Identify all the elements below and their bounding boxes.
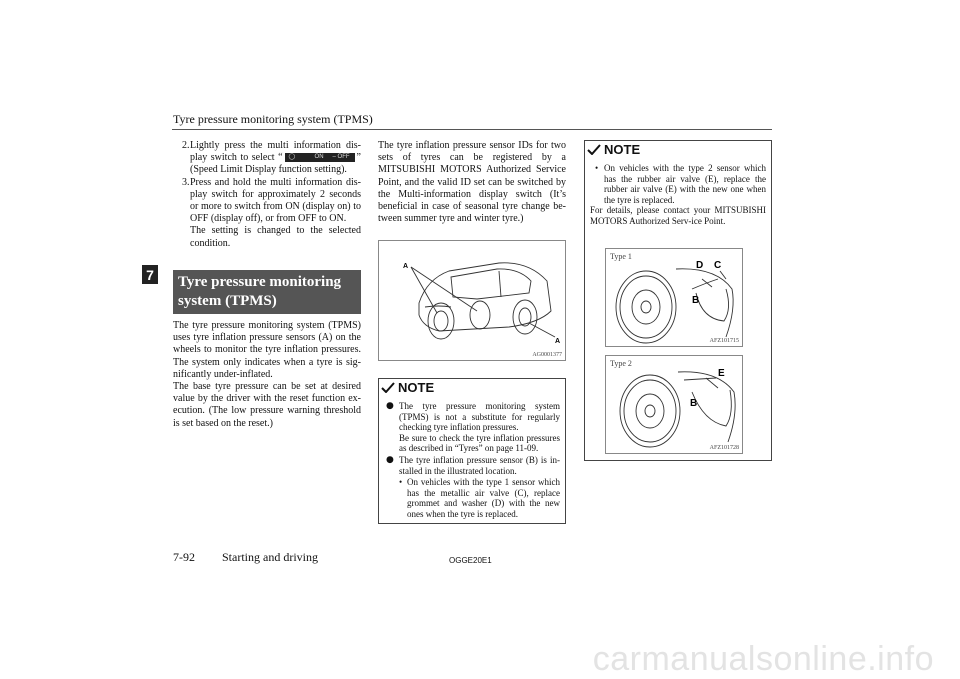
note-body: [379, 395, 565, 520]
callout-c: C: [714, 260, 722, 271]
sub-bullet-icon: •: [595, 163, 599, 173]
callout-b: B: [692, 295, 700, 306]
note-paragraph: For details, please contact your MITSUBISHI MOTORS Authorized Serv-ice Point.: [590, 205, 766, 226]
note-checkmark-icon: [381, 382, 395, 393]
paragraph: The tyre inflation pressure sensor IDs for two sets of tyres can be registered by a MITSUBISHI MOTORS Authorized Service Point, and the valid ID set can be switched by the Multi-information display switch (It’s beneficial in case of seasonal tyre change be-tween summer tyre and winter tyre.): [378, 140, 566, 225]
note-heading: NOTE: [379, 379, 565, 395]
bullet-icon: ●: [386, 401, 394, 411]
callout-e: E: [718, 368, 725, 379]
step-text: Press and hold the multi information dis-play switch for approximately 2 seconds or more to switch from ON (display on) to OFF (display off), or from OFF to ON.: [190, 176, 361, 225]
tyre-sensor-illustration: [606, 249, 742, 346]
step-3: [173, 177, 361, 226]
step-2: [173, 140, 361, 177]
step-number: 3.: [182, 176, 190, 188]
figure-label: Type 2: [610, 359, 632, 368]
callout-a-2: A: [555, 338, 561, 345]
note-subitem: • On vehicles with the type 1 sensor which has the metallic air valve (C), replace grommet and washer (D) with the new ones when the tyre is replaced.: [399, 477, 560, 519]
figure-code: AFZ101728: [709, 445, 739, 451]
note-box-right: [584, 140, 772, 461]
step-text-cont: ” (Speed Limit Display function setting).: [190, 152, 361, 176]
section-title: Tyre pressure monitoring system (TPMS): [173, 270, 361, 314]
sub-bullet-icon: •: [399, 477, 403, 488]
step-text: The setting is changed to the selected condition.: [190, 225, 361, 249]
speed-limit-display-icon: ◯ ON – OFF: [285, 153, 355, 162]
middle-text: [378, 140, 566, 225]
steps-block: [173, 140, 361, 250]
header-rule: [172, 129, 772, 130]
note-checkmark-icon: [587, 144, 601, 155]
note-item: ● The tyre inflation pressure sensor (B) is in-stalled in the illustrated location.: [386, 454, 560, 476]
paragraph: The tyre pressure monitoring system (TPMS) uses tyre inflation pressure sensors (A) on the wheels to monitor the tyre inflation pressures. The system only indicates when a tyre is sig-nificantly under-inflated.: [173, 320, 361, 380]
watermark: carmanualsonline.info: [592, 640, 934, 678]
figure-label: Type 1: [610, 252, 632, 261]
chapter-name: Starting and driving: [222, 550, 318, 564]
tyre-sensor-illustration: [606, 356, 742, 453]
intro-text: [173, 320, 361, 430]
figure-code: AFZ101715: [709, 338, 739, 344]
note-heading: NOTE: [585, 141, 771, 157]
step-result: [173, 225, 361, 249]
car-illustration: [379, 241, 565, 360]
paragraph: The base tyre pressure can be set at desired value by the driver with the reset function ex-ecution. (The low pressure warning threshold is set based on the reset.): [173, 381, 361, 429]
page-header-title: Tyre pressure monitoring system (TPMS): [173, 112, 373, 126]
note-box: [378, 378, 566, 524]
step-number: 2.: [182, 140, 190, 151]
note-item: ● The tyre pressure monitoring system (TPMS) is not a substitute for regularly checking tyre inflation pressures. Be sure to check the tyre inflation pressures as described in “Tyres” on page 11-09.: [386, 401, 560, 454]
note-body: [585, 157, 771, 227]
callout-b: B: [690, 398, 698, 409]
bullet-icon: ●: [386, 454, 394, 465]
car-sensor-figure: [378, 240, 566, 361]
chapter-tab: 7: [142, 265, 158, 284]
figure-code: AG0001377: [532, 352, 562, 358]
page-number: 7-92: [173, 550, 195, 564]
callout-d: D: [696, 260, 704, 271]
sensor-figure-type2: [605, 355, 743, 454]
note-subitem: • On vehicles with the type 2 sensor which has the rubber air valve (E), replace the rubber air valve (E) with the new one when the tyre is replaced.: [595, 163, 766, 205]
document-code: OGGE20E1: [449, 556, 492, 565]
callout-a: A: [403, 263, 409, 270]
step-text: Lightly press the multi information dis-play switch to select “: [190, 140, 361, 164]
sensor-figure-type1: [605, 248, 743, 347]
